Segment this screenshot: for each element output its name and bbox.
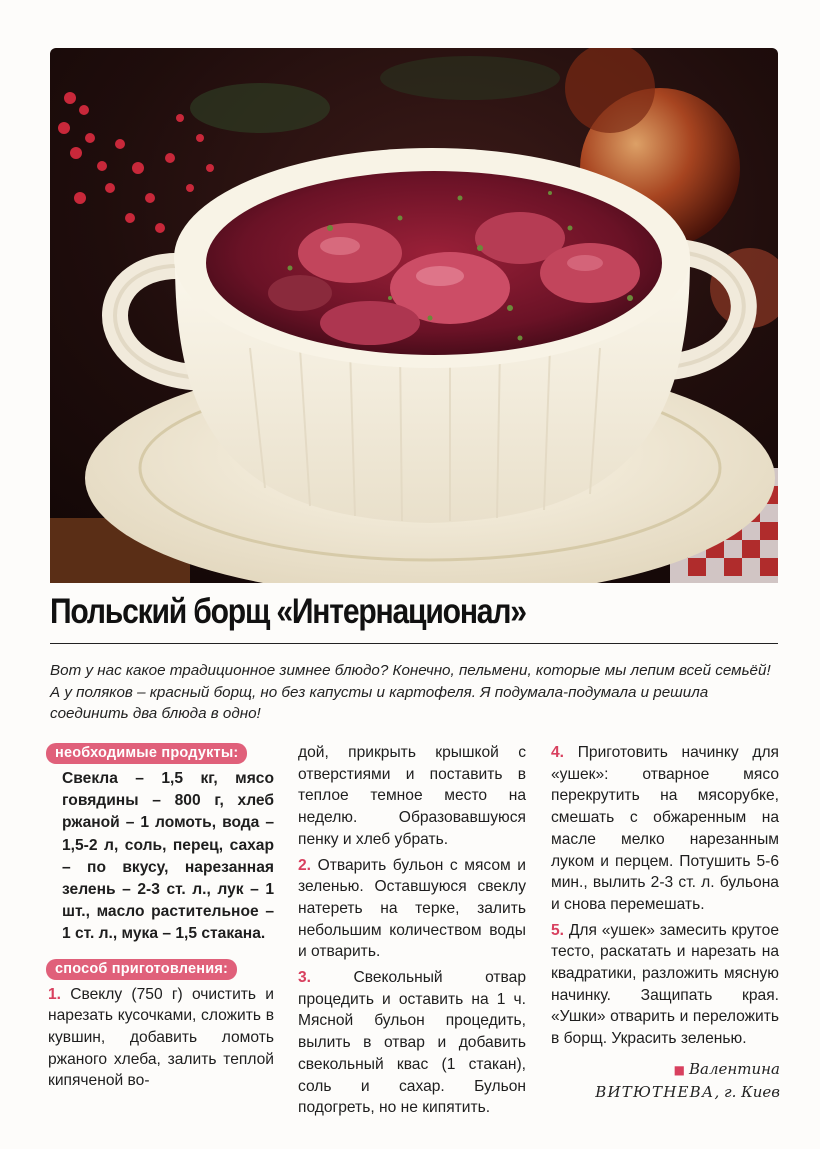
article-intro: Вот у нас какое традиционное зимнее блюдо? Конечно, пельмени, которые мы лепим всей семьёй! А у поляков – красный борщ, но без капусты и картофеля. Я подумала-подумала и решила соединить два блюда в одно! [50, 662, 771, 722]
step-3 [298, 967, 526, 1119]
step-number: 3. [298, 969, 312, 987]
ingredients-list: Свекла – 1,5 кг, мясо говядины – 800 г, хлеб ржаной – 1 ломоть, вода – 1,5-2 л, соль, перец, сахар – по вкусу, нарезанная зелень – 2-3 ст. л., лук – 1 шт., масло растительное – 1 ст. л., мука – 1,5 стакана. [62, 770, 274, 943]
author-surname: ВИТЮТНЕВА [595, 1083, 715, 1101]
square-bullet-icon: ■ [673, 1063, 686, 1077]
column-2 [298, 742, 526, 1123]
step-text: Свекольный отвар процедить и оставить на 1 ч. Мясной бульон процедить, вылить в отвар и добавить свекольный квас (1 стакан), соль и сахар. Бульон подогреть, но не кипятить. [298, 969, 526, 1117]
ingredients-heading: необходимые продукты: [46, 743, 247, 764]
method-heading: способ приготовления: [46, 959, 237, 980]
step-1 [48, 984, 274, 1093]
soup-bowl-illustration [50, 48, 778, 583]
step-number: 5. [551, 921, 565, 939]
article-title: Польский борщ «Интернационал» [50, 592, 526, 631]
step-number: 4. [551, 744, 565, 761]
step-5 [551, 920, 779, 1050]
step-number: 2. [298, 856, 312, 874]
step-text: Для «ушек» замесить крутое тесто, раскатать и нарезать на квадратики, разложить мясную начинку. Защипать края. «Ушки» отварить и переложить в борщ. Украсить зеленью. [551, 921, 779, 1048]
soup-bowl-photo [50, 48, 778, 583]
step-text: Приготовить начинку для «ушек»: отварное мясо перекрутить на мясорубке, смешать с обжаренным на масле мелко нарезанным луком и перцем. Потушить 5-6 мин., вылить 2-3 ст. л. бульона и снова перемешать. [551, 744, 779, 913]
column-1 [48, 742, 274, 1096]
step-text: Отварить бульон с мясом и зеленью. Оставшуюся свеклу натереть на терке, залить небольшим количеством воды и отварить. [298, 856, 526, 961]
title-divider [50, 643, 778, 644]
author-city: , г. Киев [714, 1083, 780, 1101]
author-signature [560, 1058, 780, 1103]
step-1-continued: дой, прикрыть крышкой с отверстиями и поставить в теплое темное место на неделю. Образовавшуюся пенку и хлеб убрать. [298, 744, 526, 848]
step-2 [298, 855, 526, 964]
step-text: Свеклу (750 г) очистить и нарезать кусочками, сложить в кувшин, добавить ломоть ржаного хлеба, залить теплой кипяченой во- [48, 985, 274, 1090]
step-number: 1. [48, 985, 62, 1003]
author-first-name: Валентина [689, 1060, 780, 1078]
column-3 [551, 742, 779, 1054]
step-4 [551, 742, 779, 916]
